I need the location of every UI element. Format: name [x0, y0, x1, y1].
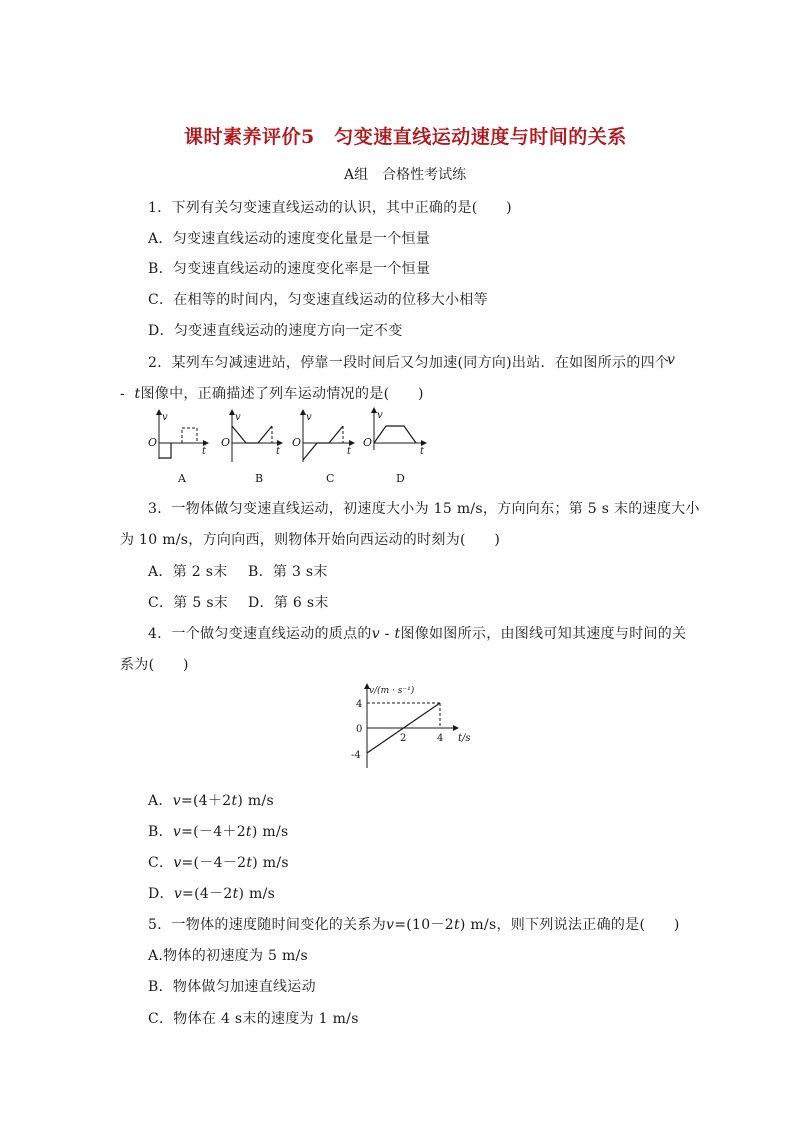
q2-stem-dash: -: [120, 386, 126, 402]
q4-line1-post: 图像如图所示，由图线可知其速度与时间的关: [400, 626, 687, 642]
graph-d-axis-v: v: [377, 410, 383, 421]
graph-a-axis-v: v: [162, 412, 168, 423]
graph-b-axis-v: v: [235, 412, 241, 423]
q1-option-b: B．匀变速直线运动的速度变化率是一个恒量: [148, 261, 431, 277]
q4-line1-pre: 4．一个做匀变速直线运动的质点的: [148, 626, 372, 642]
graph-b-label: B: [255, 472, 264, 485]
graph-a-origin: O: [148, 436, 158, 449]
q2-stem-text: 2．某列车匀减速进站，停靠一段时间后又匀加速(同方向)出站．在如图所示的四个: [148, 355, 670, 371]
q1-option-d: D．匀变速直线运动的速度方向一定不变: [148, 323, 403, 339]
q2-stem-v: v: [667, 352, 676, 368]
q4-line1: [148, 623, 686, 643]
q4-line2: 系为( ): [120, 657, 189, 673]
q2-stem-t: t: [134, 386, 141, 402]
graph-b-axis-t: t: [276, 446, 281, 457]
graph-c-axis-t: t: [347, 446, 352, 457]
graph-c-origin: O: [292, 436, 302, 449]
q4-option-a: A．v=(4＋2t) m/s: [148, 793, 274, 809]
q4-option-c: C．v=(－4－2t) m/s: [148, 855, 289, 871]
q3-line1: 3．一物体做匀变速直线运动，初速度大小为 15 m/s，方向向东；第 5 s 末的速度大小: [148, 501, 700, 517]
q5-stem: 5．一物体的速度随时间变化的关系为v=(10－2t) m/s，则下列说法正确的是( ): [148, 917, 680, 933]
q1-option-a: A．匀变速直线运动的速度变化量是一个恒量: [148, 231, 431, 247]
page-title: 课时素养评价5 匀变速直线运动速度与时间的关系: [184, 126, 627, 148]
q4-y-tick-neg4: -4: [351, 750, 361, 761]
q4-option-d: D．v=(4－2t) m/s: [148, 886, 276, 902]
q3-line2: 为 10 m/s，方向向西，则物体开始向西运动的时刻为( ): [120, 532, 501, 548]
q4-line1-vt: v - t: [371, 626, 401, 642]
q4-y-tick-0: 0: [356, 724, 363, 735]
graph-b-origin: O: [221, 436, 231, 449]
q2-stem-line2: [120, 383, 424, 403]
q4-graph: [348, 680, 478, 772]
q1-stem: 1．下列有关匀变速直线运动的认识，其中正确的是( ): [148, 200, 512, 216]
graph-a-label: A: [178, 472, 186, 485]
q1-option-c: C．在相等的时间内，匀变速直线运动的位移大小相等: [148, 292, 488, 308]
q4-x-tick-4: 4: [437, 733, 444, 744]
q3-option-d: D．第 6 s末: [248, 595, 329, 611]
q5-option-c: C．物体在 4 s末的速度为 1 m/s: [148, 1011, 359, 1027]
graph-c-label: C: [326, 472, 335, 485]
q4-option-b: B．v=(－4＋2t) m/s: [148, 824, 289, 840]
q5-option-b: B．物体做匀加速直线运动: [148, 979, 316, 995]
q4-x-tick-2: 2: [400, 733, 407, 744]
graph-d-axis-t: t: [420, 446, 425, 457]
q3-option-c: C．第 5 s末: [148, 595, 229, 611]
graph-d: [363, 410, 425, 485]
q3-option-a: A．第 2 s末: [148, 564, 228, 580]
graph-c: [292, 412, 352, 485]
q2-graphs: [140, 406, 440, 496]
q4-y-tick-4: 4: [356, 699, 363, 710]
q2-stem-line1: [148, 352, 669, 372]
q4-x-label: t/s: [458, 733, 471, 744]
graph-a: [148, 412, 207, 485]
q4-y-label: v/(m · s⁻¹): [369, 686, 415, 696]
graph-d-origin: O: [363, 436, 373, 449]
graph-c-axis-v: v: [306, 412, 312, 423]
q2-stem-rest: 图像中，正确描述了列车运动情况的是( ): [140, 386, 424, 402]
section-heading: A组 合格性考试练: [344, 167, 467, 183]
q5-option-a: A.物体的初速度为 5 m/s: [148, 948, 309, 964]
q3-option-b: B．第 3 s末: [248, 564, 328, 580]
graph-b: [221, 412, 281, 485]
graph-a-axis-t: t: [202, 446, 207, 457]
graph-d-label: D: [396, 472, 405, 485]
